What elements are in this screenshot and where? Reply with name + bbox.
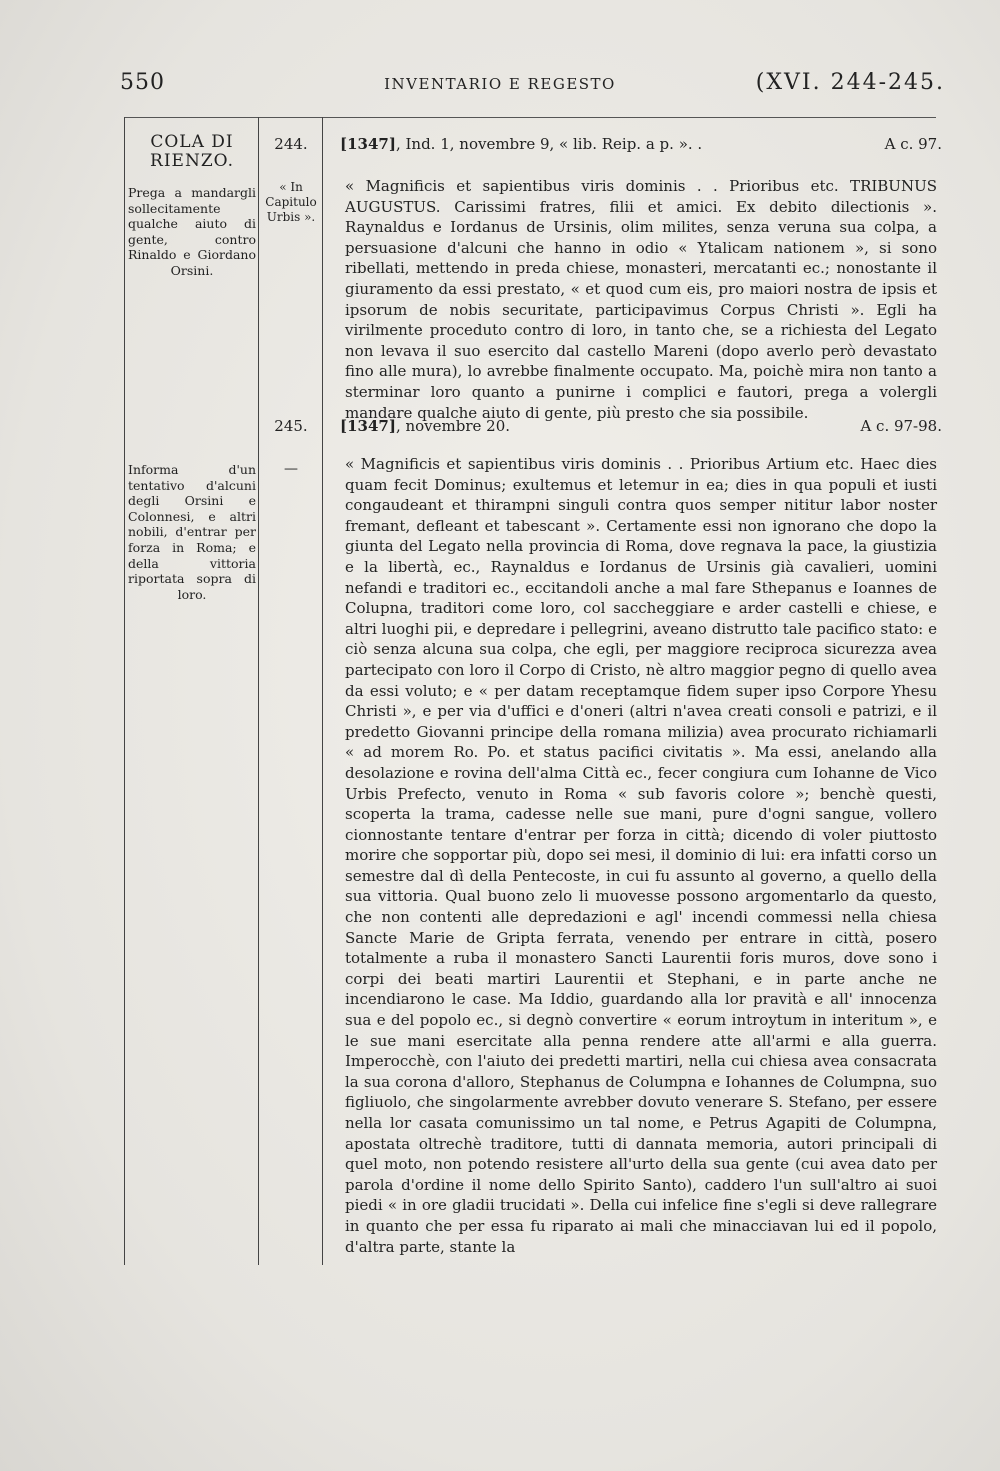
entry-place-245: — bbox=[284, 461, 298, 477]
left-column-line bbox=[124, 117, 125, 1265]
page-number: 550 bbox=[120, 70, 165, 95]
number-column-divider bbox=[322, 117, 323, 1265]
entry-date-rest-244: , Ind. 1, novembre 9, « lib. Reip. a p. ». . bbox=[395, 135, 703, 153]
entry-number-245: 245. bbox=[274, 417, 308, 435]
entry-folio-244: A c. 97. bbox=[884, 135, 942, 153]
entry-date-244 bbox=[340, 135, 702, 153]
summary-244: Prega a mandargli sollecitamente qualche aiuto di gente, contro Rinaldo e Giordano Orsini. bbox=[128, 185, 256, 278]
entry-year-244: [1347] bbox=[340, 135, 396, 153]
entry-folio-245: A c. 97-98. bbox=[860, 417, 942, 435]
sidebar-divider bbox=[258, 117, 259, 1265]
entry-year-245: [1347] bbox=[340, 417, 396, 435]
header-rule bbox=[124, 117, 936, 118]
running-title: INVENTARIO E REGESTO bbox=[384, 75, 616, 93]
entry-paragraph-244: « Magnificis et sapientibus viris dominis . . Prioribus etc. TRIBUNUS AUGUSTUS. Carissimi fratres, filii et amici. Ex debito dilectionis ». Raynaldus e Iordanus de Ursinis, olim milites, senza veruna sua colpa, a persuasione d'alcuni che hanno in odio « Ytalicam nationem », si sono ribellati, mettendo in preda chiese, monasteri, mercatanti ec.; nonostante il giuramento da essi prestato, « et quod cum eis, pro maiori nostra de ipsis et ipsorum de nobis securitate, participavimus Corpus Christi ». Egli ha virilmente proceduto contro di loro, in tanto che, se a richiesta del Legato non levava il suo esercito dal castello Mareni (dopo averlo però devastato fino alle mura), lo avrebbe finalmente occupato. Ma, poichè mira non tanto a sterminar loro quanto a punirne i complici e fautori, prega a volergli mandare qualche aiuto di gente, più presto che sia possibile. bbox=[345, 177, 937, 422]
summary-245: Informa d'un tentativo d'alcuni degli Orsini e Colonnesi, e altri nobili, d'entrar per forza in Roma; e della vittoria riportata sopra di loro. bbox=[128, 462, 256, 602]
entry-text-245 bbox=[345, 454, 937, 1257]
entry-paragraph-245: « Magnificis et sapientibus viris dominis . . Prioribus Artium etc. Haec dies quam fecit Dominus; exultemus et letemur in ea; dies in qua populi et iusti congaudeant et thirampni singuli contra quos semper nititur labor noster fremant, defleant et tabescant ». Certamente essi non ignorano che dopo la giunta del Legato nella provincia di Roma, dove regnava la pace, la giustizia e la libertà, ec., Raynaldus e Iordanus de Ursinis già cavalieri, uomini nefandi e traditori ec., eccitandoli anche a mal fare Sthepanus e Ioannes de Colupna, traditori come loro, col saccheggiare e arder castelli e chiese, e altri luoghi pii, e depredare i pellegrini, aveano distrutto tale pacifico stato: e ciò senza alcuna sua colpa, che egli, per maggiore reciproca sicurezza avea partecipato con loro il Corpo di Cristo, nè altro maggior pegno di quello avea da essi voluto; e « per datam receptamque fidem super ipso Corpore Yhesu Christi », e per via d'uffici e d'oneri (altri n'avea creati consoli e patrizi, e il predetto Giovanni principe della romana milizia) avea procurato richiamarli « ad morem Ro. Po. et status pacifici civitatis ». Ma essi, anelando alla desolazione e rovina dell'alma Città ec., fecer congiura cum Iohanne de Vico Urbis Prefecto, venuto in Roma « sub favoris colore »; benchè questi, scoperta la trama, cadesse nelle sue mani, pure d'ogni sangue, vollero cionnostante tentare d'entrar per forza in città; dicendo di voler piuttosto morire che sopportar più, dopo sei mesi, il dominio di lui: era infatti corso un semestre dal dì della Pentecoste, in cui fu assunto al governo, a quello della sua vittoria. Qual buono zelo li muovesse possono argomentarlo da questo, che non contenti alle depredazioni e agl' incendi commessi nella chiesa Sancte Marie de Gripta ferrata, venendo per entrare in città, posero totalmente a ruba il monastero Sancti Laurentii foris muros, dove sono i corpi dei beati martiri Laurentii et Stephani, e in parte anche ne incendiarono le case. Ma Iddio, guardando alla lor pravità e all' innocenza sua e del popolo ec., si degnò convertire « eorum introytum in interitum », e le sue mani esercitate alla penna rendere atte all'armi e alla guerra. Imperocchè, con l'aiuto dei predetti martiri, nella cui chiesa avea consacrata la sua corona d'alloro, Stephanus de Columpna e Iohannes de Columpna, suo figliuolo, che singolarmente avrebber dovuto venerare S. Stefano, per essere nella lor casata comunissimo un tal nome, e Petrus Agapiti de Columpna, apostata oltrechè traditore, tutti di dannata memoria, autori principali di quel moto, non potendo resistere all'urto della sua gente (cui avea dato per parola d'ordine il nome dello Spirito Santo), caddero l'un sull'altro ai suoi piedi « in ore gladii trucidati ». Della cui infelice fine s'egli si deve rallegrare in quanto che per essa fu riparato ai mali che minacciavan lui ed il popolo, d'altra parte, stante la bbox=[345, 455, 937, 1256]
entry-place-244: « In Capitulo Urbis ». bbox=[265, 180, 317, 224]
entry-date-rest-245: , novembre 20. bbox=[395, 417, 511, 435]
entry-text-244 bbox=[345, 176, 937, 423]
subject-heading: COLA DI RIENZO. bbox=[150, 132, 234, 171]
entry-date-245 bbox=[340, 417, 510, 435]
entry-range: (XVI. 244-245. bbox=[755, 70, 945, 95]
entry-number-244: 244. bbox=[274, 135, 308, 153]
